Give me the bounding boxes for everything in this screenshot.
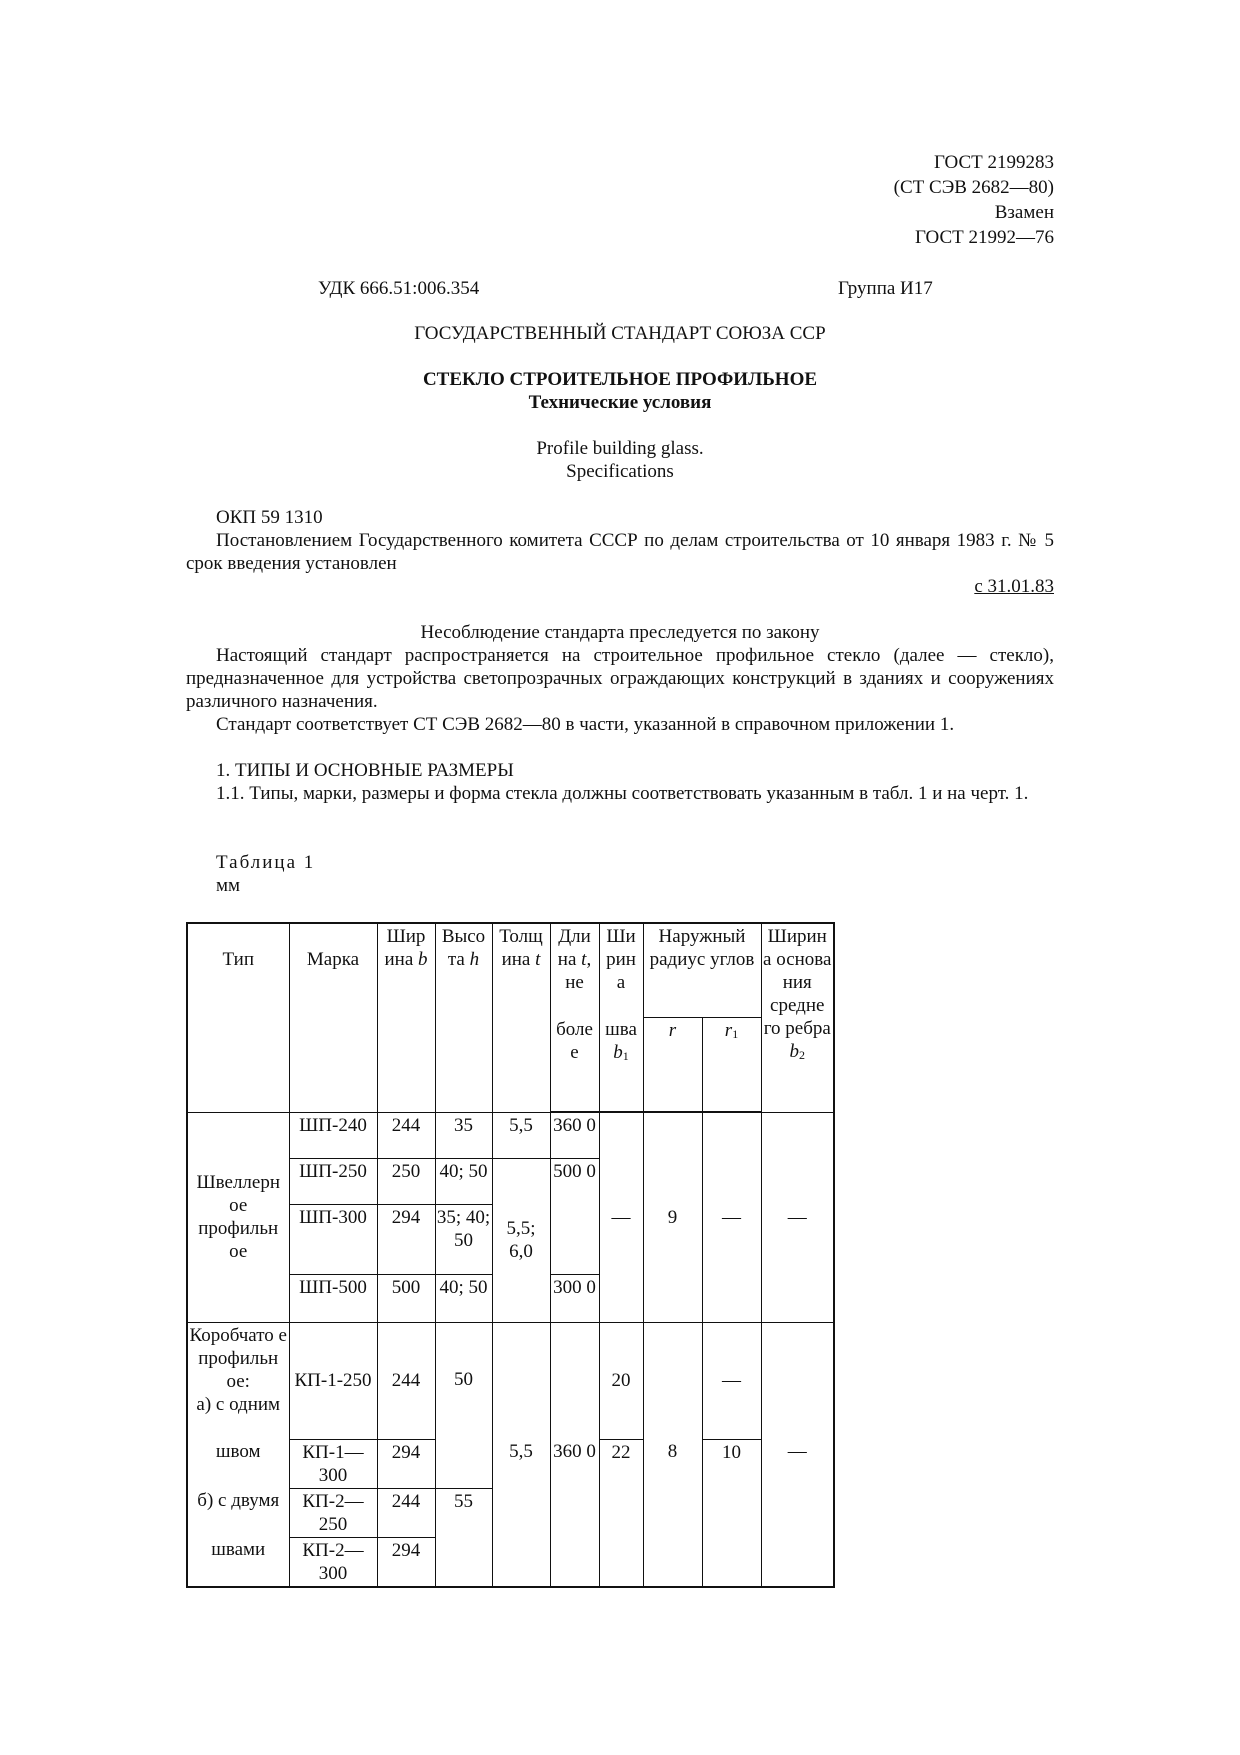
header-r1: $r_1$ (702, 1017, 761, 1112)
height-cell: 40; 50 (435, 1158, 492, 1204)
length-cell: 360 0 (550, 1322, 599, 1587)
document-subtitle: Технические условия (528, 392, 712, 413)
mark-cell: ШП-300 (289, 1204, 377, 1274)
height-cell: 55 (435, 1488, 492, 1587)
mark-cell: КП-2—300 (289, 1537, 377, 1587)
english-subtitle: Specifications (566, 461, 674, 482)
sev-number: (СТ СЭВ 2682—80) (893, 177, 1054, 198)
table-units: мм (216, 875, 241, 896)
radius-r1-cell: 10 (702, 1439, 761, 1587)
replaces-label: Взамен (994, 202, 1054, 223)
replaced-gost: ГОСТ 21992—76 (915, 227, 1054, 248)
header-thickness: Толщ ина t (492, 923, 550, 1112)
width-cell: 500 (377, 1274, 435, 1322)
table-row (187, 1322, 834, 1439)
english-title: Profile building glass. (536, 438, 704, 459)
document-title: СТЕКЛО СТРОИТЕЛЬНОЕ ПРОФИЛЬНОЕ (422, 369, 818, 390)
radius-r1-cell: — (702, 1322, 761, 1439)
type-channel: Швеллерн ое профильн ое (187, 1112, 289, 1322)
width-cell: 244 (377, 1322, 435, 1439)
header-seam-width: Ши рин а (599, 923, 643, 1017)
header-length-cont: боле е (550, 1017, 599, 1112)
height-cell: 35; 40; 50 (435, 1204, 492, 1274)
thickness-cell: 5,5 (492, 1322, 550, 1587)
thickness-cell: 5,5; 6,0 (492, 1158, 550, 1322)
seam-cell: 22 (599, 1439, 643, 1587)
thickness-cell: 5,5 (492, 1112, 550, 1158)
header-type: Тип (187, 923, 289, 1112)
okp-code: ОКП 59 1310 (216, 507, 323, 528)
mark-cell: ШП-500 (289, 1274, 377, 1322)
sizes-table (186, 922, 835, 1588)
state-standard-title: ГОСУДАРСТВЕННЫЙ СТАНДАРТ СОЮЗА ССР (414, 323, 826, 344)
group-code: Группа И17 (838, 278, 933, 299)
table-row (187, 1112, 834, 1158)
table-caption: Таблица 1 (216, 852, 316, 873)
effective-date: с 31.01.83 (974, 576, 1054, 597)
height-cell: 50 (435, 1322, 492, 1488)
radius-r1-cell: — (702, 1112, 761, 1322)
type-box-two-seams-cont: швами (187, 1537, 289, 1587)
header-r: r (643, 1017, 702, 1112)
length-cell: 300 0 (550, 1274, 599, 1322)
clause-1-1: 1.1. Типы, марки, размеры и форма стекла должны соответствовать указанным в табл. 1 и на черт. 1. (216, 783, 1029, 804)
seam-cell: — (599, 1112, 643, 1322)
radius-r-cell: 9 (643, 1112, 702, 1322)
mark-cell: ШП-250 (289, 1158, 377, 1204)
section-heading: 1. ТИПЫ И ОСНОВНЫЕ РАЗМЕРЫ (216, 760, 514, 781)
width-cell: 244 (377, 1488, 435, 1537)
mark-cell: КП-1-250 (289, 1322, 377, 1439)
udk-code: УДК 666.51:006.354 (318, 278, 480, 299)
width-cell: 250 (377, 1158, 435, 1204)
rib-cell: — (761, 1322, 834, 1587)
mark-cell: ШП-240 (289, 1112, 377, 1158)
type-box-cont: швом (187, 1439, 289, 1488)
width-cell: 294 (377, 1204, 435, 1274)
scope-paragraph: Настоящий стандарт распространяется на строительное профильное стекло (далее — стекло), предназначенное для устройства светопрозрачных ограждающих конструкций в зданиях и сооружениях различного назначения. (186, 645, 1054, 712)
header-length: Дли на t, не (550, 923, 599, 1017)
standard-header (894, 150, 1054, 250)
header-seam-cont: шва $b_1$ (599, 1017, 643, 1112)
width-cell: 294 (377, 1439, 435, 1488)
length-cell: 360 0 (550, 1112, 599, 1158)
height-cell: 35 (435, 1112, 492, 1158)
radius-r-cell: 8 (643, 1322, 702, 1587)
header-rib-width: Ширин а основа ния средне го ребра $b_2$ (761, 923, 834, 1112)
header-width: Шир ина b (377, 923, 435, 1112)
compliance-paragraph: Стандарт соответствует СТ СЭВ 2682—80 в части, указанной в справочном приложении 1. (216, 714, 955, 735)
type-box: Коробчато е профильн ое: а) с одним (187, 1322, 289, 1439)
header-outer-radius: Наружный радиус углов (643, 923, 761, 1017)
gost-number: ГОСТ 2199283 (934, 152, 1054, 173)
length-cell: 500 0 (550, 1158, 599, 1274)
law-warning: Несоблюдение стандарта преследуется по закону (420, 622, 820, 643)
rib-cell: — (761, 1112, 834, 1322)
header-height: Высо та h (435, 923, 492, 1112)
width-cell: 294 (377, 1537, 435, 1587)
header-mark: Марка (289, 923, 377, 1112)
height-cell: 40; 50 (435, 1274, 492, 1322)
mark-cell: КП-2—250 (289, 1488, 377, 1537)
type-box-two-seams: б) с двумя (187, 1488, 289, 1537)
seam-cell: 20 (599, 1322, 643, 1439)
decree-paragraph: Постановлением Государственного комитета СССР по делам строительства от 10 января 1983 г. № 5 срок введения установлен (186, 530, 1054, 574)
mark-cell: КП-1—300 (289, 1439, 377, 1488)
width-cell: 244 (377, 1112, 435, 1158)
